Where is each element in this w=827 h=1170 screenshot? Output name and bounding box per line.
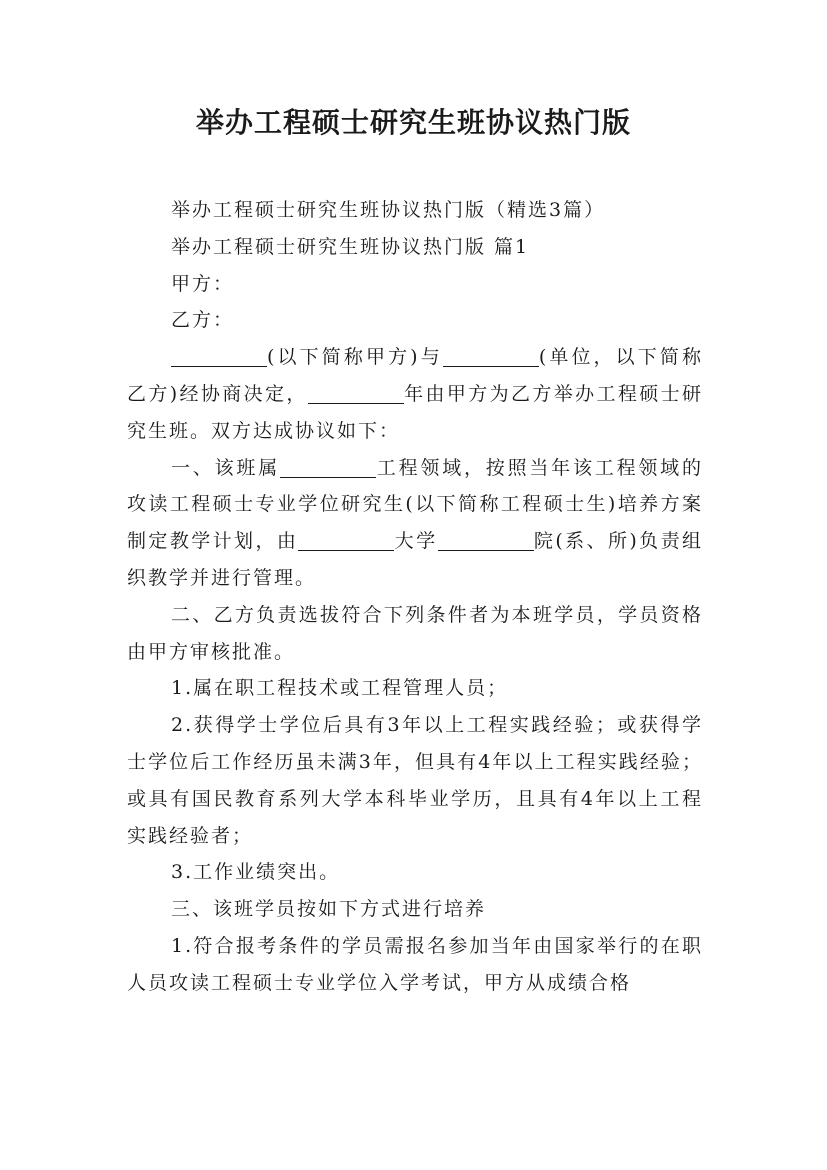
blank-line bbox=[308, 381, 404, 404]
section-heading: 举办工程硕士研究生班协议热门版 篇1 bbox=[171, 235, 530, 258]
document-body bbox=[127, 192, 703, 1002]
party-a-line: 甲方： bbox=[171, 272, 235, 295]
blank-line bbox=[438, 528, 534, 551]
clause-2-item-2: 2.获得学士学位后具有3年以上工程实践经验；或获得学士学位后工作经历虽未满3年，但具有4年以上工程实践经验；或具有国民教育系列大学本科毕业学历，且具有4年以上工程实践经验者； bbox=[127, 714, 703, 847]
clause-1-text-3: 大学 bbox=[394, 530, 438, 553]
blank-line bbox=[171, 344, 267, 367]
document-subtitle: 举办工程硕士研究生班协议热门版（精选3篇） bbox=[171, 199, 606, 221]
clause-2-item-3: 3.工作业绩突出。 bbox=[171, 861, 341, 884]
blank-line bbox=[443, 344, 539, 367]
clause-1-paragraph bbox=[127, 450, 703, 597]
intro-text-2: (单位，以下简称乙方)经协商决定， bbox=[127, 346, 703, 405]
clause-3-item-1: 1.符合报考条件的学员需报名参加当年由国家举行的在职人员攻读工程硕士专业学位入学考试，甲方从成绩合格 bbox=[127, 934, 703, 994]
intro-text-1: (以下简称甲方)与 bbox=[267, 346, 443, 369]
clause-1-text-2: 工程领域，按照当年该工程领域的攻读工程硕士专业学位研究生(以下简称工程硕士生)培养方案制定教学计划，由 bbox=[127, 456, 703, 553]
clause-1-text-4: 院(系、所)负责组织教学并进行管理。 bbox=[127, 530, 703, 589]
clause-2-paragraph: 二、乙方负责选拔符合下列条件者为本班学员，学员资格由甲方审核批准。 bbox=[127, 603, 703, 663]
document-title: 举办工程硕士研究生班协议热门版 bbox=[195, 106, 631, 139]
blank-line bbox=[298, 528, 394, 551]
clause-2-item-1: 1.属在职工程技术或工程管理人员； bbox=[171, 677, 509, 700]
intro-text-3: 年由甲方为乙方举办工程硕士研究生班。双方达成协议如下： bbox=[127, 382, 703, 442]
clause-1-text-1: 一、该班属 bbox=[171, 456, 280, 479]
party-b-line: 乙方： bbox=[171, 309, 235, 332]
clause-3-paragraph: 三、该班学员按如下方式进行培养 bbox=[171, 898, 487, 921]
intro-paragraph bbox=[127, 339, 703, 449]
blank-line bbox=[280, 455, 376, 478]
